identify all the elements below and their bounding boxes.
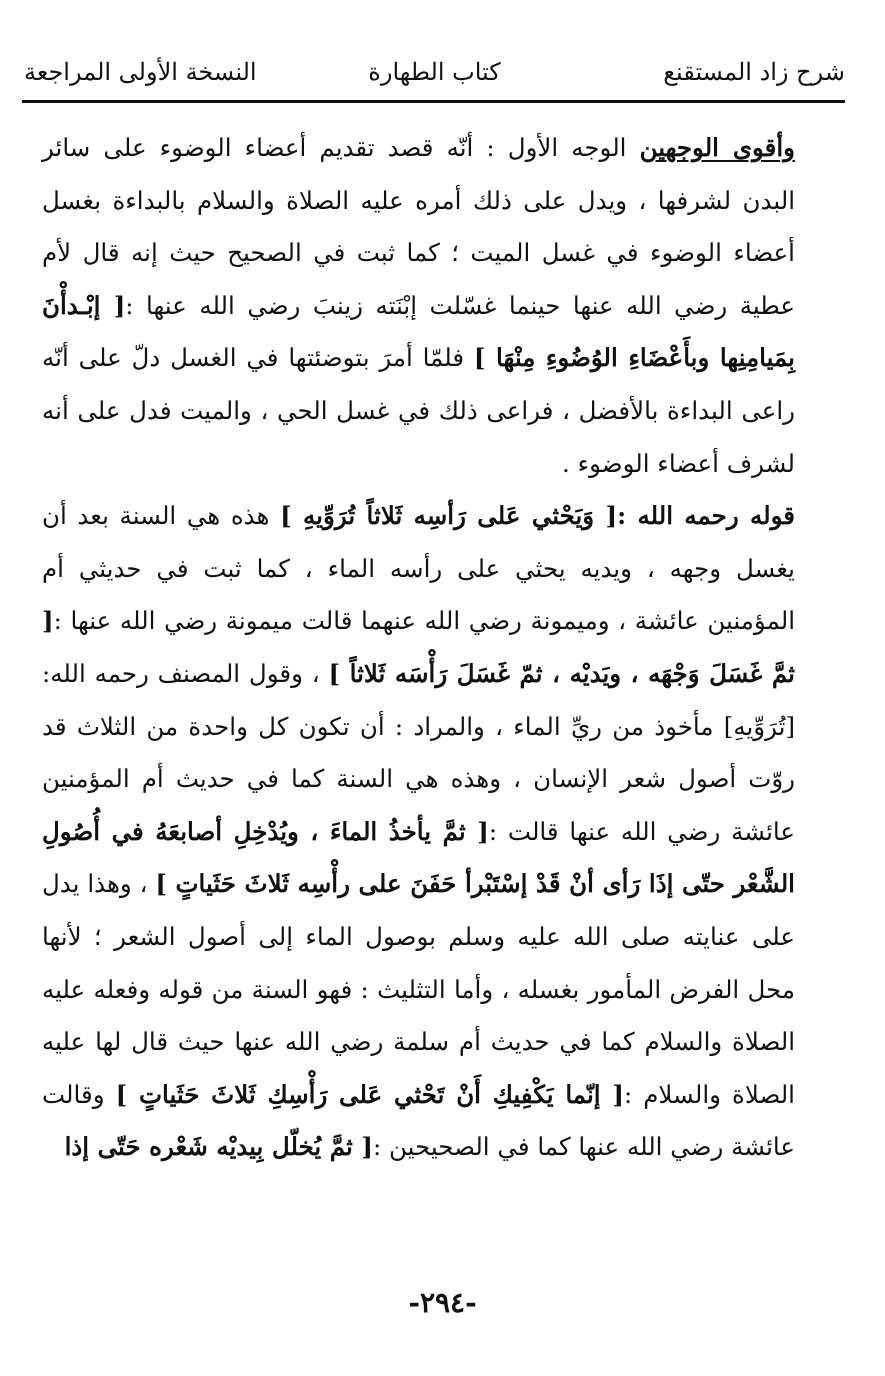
page-number: -٢٩٤- [408,1286,477,1319]
paragraph-text: وقالت عائشة رضي الله عنها كما في الصحيحين : [42,1079,795,1162]
hadith-quote: [ ثمَّ غَسَلَ وَجْهَه ، ويَديْه ، ثمّ غَسَلَ رَأْسَه ثَلاثاً ] [42,606,795,688]
header-book-title: شرح زاد المستقنع [663,58,845,86]
paragraph-lead: وأقوى الوجهين [639,133,796,162]
paragraph-strongest-view [42,122,795,490]
body-text [42,122,795,1174]
hadith-quote: [ ثمَّ يُخلّل بِيديْه شَعْره حَتّى إذا [64,1132,373,1162]
header-edition-note: النسخة الأولى المراجعة [24,58,257,86]
paragraph-lead: قوله رحمه الله :[ وَيَحْثي عَلى رَأسِه ثَلاثاً تُرَوِّيهِ ] [280,501,795,531]
paragraph-text: هذه هي السنة بعد أن يغسل وجهه ، ويديه يحثي على رأسه الماء ، كما ثبت في حديثي أم المؤمنين عائشة ، وميمونة رضي الله عنهما قالت ميمونة رضي الله عنها : [42,501,795,636]
running-header [24,52,845,92]
hadith-quote: [ ثمَّ يأخذُ الماءَ ، ويُدْخِلِ أصابعَهُ في أُصُولِ الشَّعْر حتّى إذَا رَأى أنْ قَدْ إسْتَبْرأ حَفَنَ على رأْسِه ثَلاثَ حَثَياتٍ ] [42,816,795,899]
paragraph-text: ، وقول المصنف رحمه الله: [تُرَوِّيهِ] مأخوذ من ريِّ الماء ، والمراد : أن تكون كل واحدة من الثلاث قد روّت أصول شعر الإنسان ، وهذه هي السنة كما في حديث أم المؤمنين عائشة رضي الله عنها قالت : [42,658,795,846]
hadith-quote: [ إبْـدأْنَ بِمَيامِنِها وبأَعْضَاءِ الوُضُوءِ مِنْهَا ] [42,290,795,373]
header-divider [22,100,845,103]
header-chapter-title: كتاب الطهارة [368,58,501,86]
paragraph-pouring-water [42,490,795,1174]
paragraph-text: فلمّا أمرَ بتوضئتها في الغسل دلّ على أنّه راعى البداءة بالأفضل ، فراعى ذلك في غسل الحي ، والميت فدل على أنه لشرف أعضاء الوضوء . [42,343,795,478]
paragraph-text: الوجه الأول : أنّه قصد تقديم أعضاء الوضوء على سائر البدن لشرفها ، ويدل على ذلك أمره عليه الصلاة والسلام بالبداءة بغسل أعضاء الوضوء في غسل الميت ؛ كما ثبت في الصحيح حيث إنه قال لأم عطية رضي الله عنها حينما غسّلت إبْنَته زينبَ رضي الله عنها : [42,133,795,320]
hadith-quote: [ إنّما يَكْفِيكِ أَنْ تَحْثي عَلى رَأْسِكِ ثَلاثَ حَثَياتٍ ] [115,1079,624,1109]
paragraph-text: ، وهذا يدل على عنايته صلى الله عليه وسلم بوصول الماء إلى أصول الشعر ؛ لأنها محل الفرض المأمور بغسله ، وأما التثليث : فهو السنة من قوله وفعله عليه الصلاة والسلام كما في حديث أم سلمة رضي الله عنها حيث قال لها عليه الصلاة والسلام : [42,869,795,1109]
